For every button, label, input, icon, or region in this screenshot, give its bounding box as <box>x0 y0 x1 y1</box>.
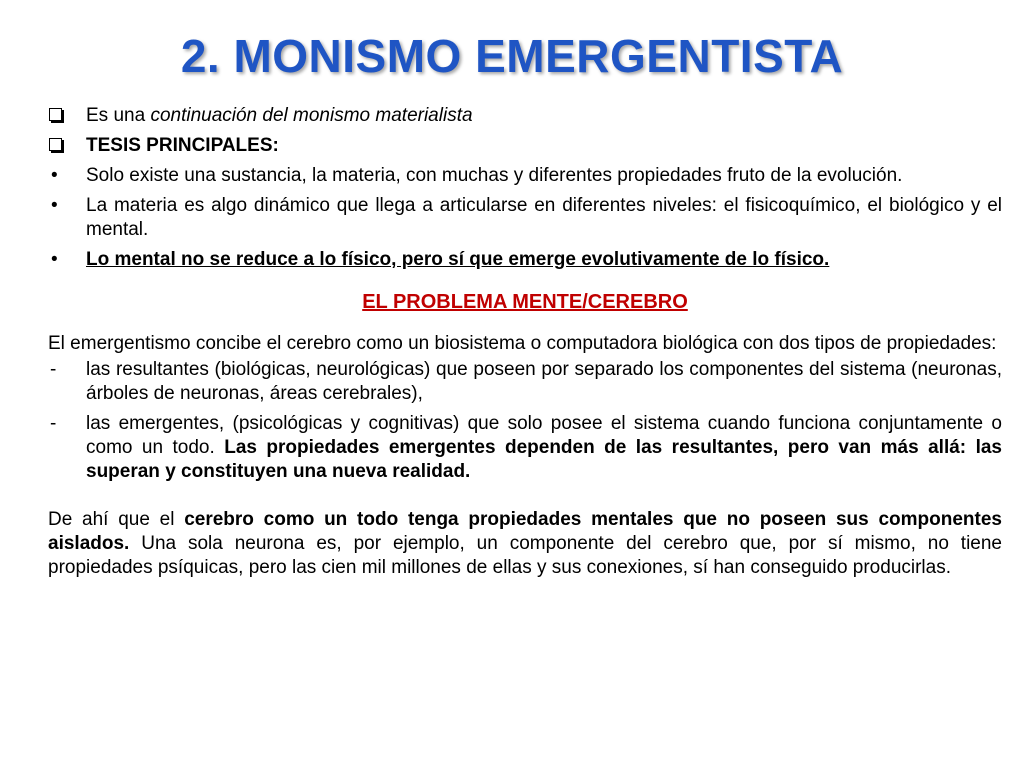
dash-item-resultants <box>48 358 1002 406</box>
dash-marker: - <box>50 413 57 434</box>
theses-label: TESIS PRINCIPALES: <box>86 135 279 156</box>
intro-item-theses <box>48 134 1002 158</box>
intro-item-continuation <box>48 104 1002 128</box>
paragraph-emergentism: El emergentismo concibe el cerebro como un biosistema o computadora biológica con dos tipos de propiedades: <box>48 333 997 354</box>
dash-item-text: las resultantes (biológicas, neurológicas) que poseen por separado los componentes del sistema (neuronas, árboles de neuronas, áreas cerebrales), <box>86 359 1002 404</box>
bullet-icon: • <box>51 249 58 270</box>
thesis-item <box>48 248 1002 272</box>
thesis-item <box>48 194 1002 242</box>
thesis-text: La materia es algo dinámico que llega a articularse en diferentes niveles: el fisicoquímico, el biológico y el mental. <box>86 195 1002 240</box>
intro-prefix: Es una <box>86 105 151 126</box>
slide-content <box>48 104 1002 580</box>
dash-item-emergents <box>48 412 1002 484</box>
paragraph-conclusion <box>48 508 1002 580</box>
dash-item-text-bold: Las propiedades emergentes dependen de las resultantes, pero van más allá: las superan y constituyen una nueva realidad. <box>86 437 1002 482</box>
bullet-icon: • <box>51 165 58 186</box>
thesis-text-emphasis: Lo mental no se reduce a lo físico, pero sí que emerge evolutivamente de lo físico. <box>86 249 830 270</box>
conclusion-part1: De ahí que el <box>48 509 185 530</box>
checkbox-bullet-icon <box>49 138 62 151</box>
thesis-item <box>48 164 1002 188</box>
conclusion-part2-bold: cerebro como un todo tenga propiedades mentales que no poseen sus componentes aislados. <box>48 509 1002 554</box>
checkbox-bullet-icon <box>49 108 62 121</box>
dash-item-text: las emergentes, (psicológicas y cognitivas) que solo posee el sistema cuando funciona conjuntamente o como un todo. <box>86 413 1002 458</box>
intro-italic: continuación del monismo materialista <box>150 105 473 126</box>
conclusion-part3: Una sola neurona es, por ejemplo, un componente del cerebro que, por sí mismo, no tiene propiedades psíquicas, pero las cien mil millones de ellas y sus conexiones, sí han conseguido producirlas. <box>48 533 1002 578</box>
section-heading: EL PROBLEMA MENTE/CEREBRO <box>362 291 688 313</box>
thesis-text: Solo existe una sustancia, la materia, con muchas y diferentes propiedades fruto de la evolución. <box>86 165 903 186</box>
bullet-icon: • <box>51 195 58 216</box>
dash-marker: - <box>50 359 57 380</box>
slide-title: 2. MONISMO EMERGENTISTA <box>180 30 844 82</box>
